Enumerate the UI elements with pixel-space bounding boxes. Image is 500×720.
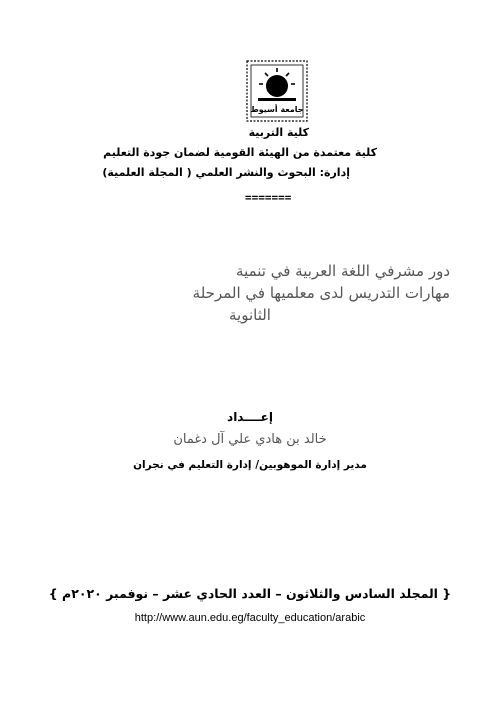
separator: ======= [245,191,292,204]
author-name: خالد بن هادي علي آل دغمان [173,432,327,447]
department-line: إدارة: البحوث والنشر العلمي ( المجلة العلمية) [102,166,350,179]
author-position: مدير إدارة الموهوبين/ إدارة التعليم في نجران [133,459,367,471]
university-logo-icon [246,60,308,122]
accreditation-line: كلية معتمدة من الهيئة القومية لضمان جودة التعليم [103,146,377,159]
journal-volume: { المجلد السادس والثلاثون – العدد الحادي عشر – نوفمبر ٢٠٢٠م } [48,586,452,601]
logo-text: جامعة أسيوط [250,105,304,114]
journal-url[interactable]: http://www.aun.edu.eg/faculty_education/arabic [134,612,366,624]
preparation-label: إعــــداد [227,410,273,424]
faculty-name: كلية التربية [248,126,309,139]
title-line-2: مهارات التدريس لدى معلميها في المرحلة [192,284,450,302]
title-line-1: دور مشرفي اللغة العربية في تنمية [236,262,450,280]
title-line-3: الثانوية [229,306,271,324]
university-logo [246,60,308,122]
paper-title [50,260,450,326]
